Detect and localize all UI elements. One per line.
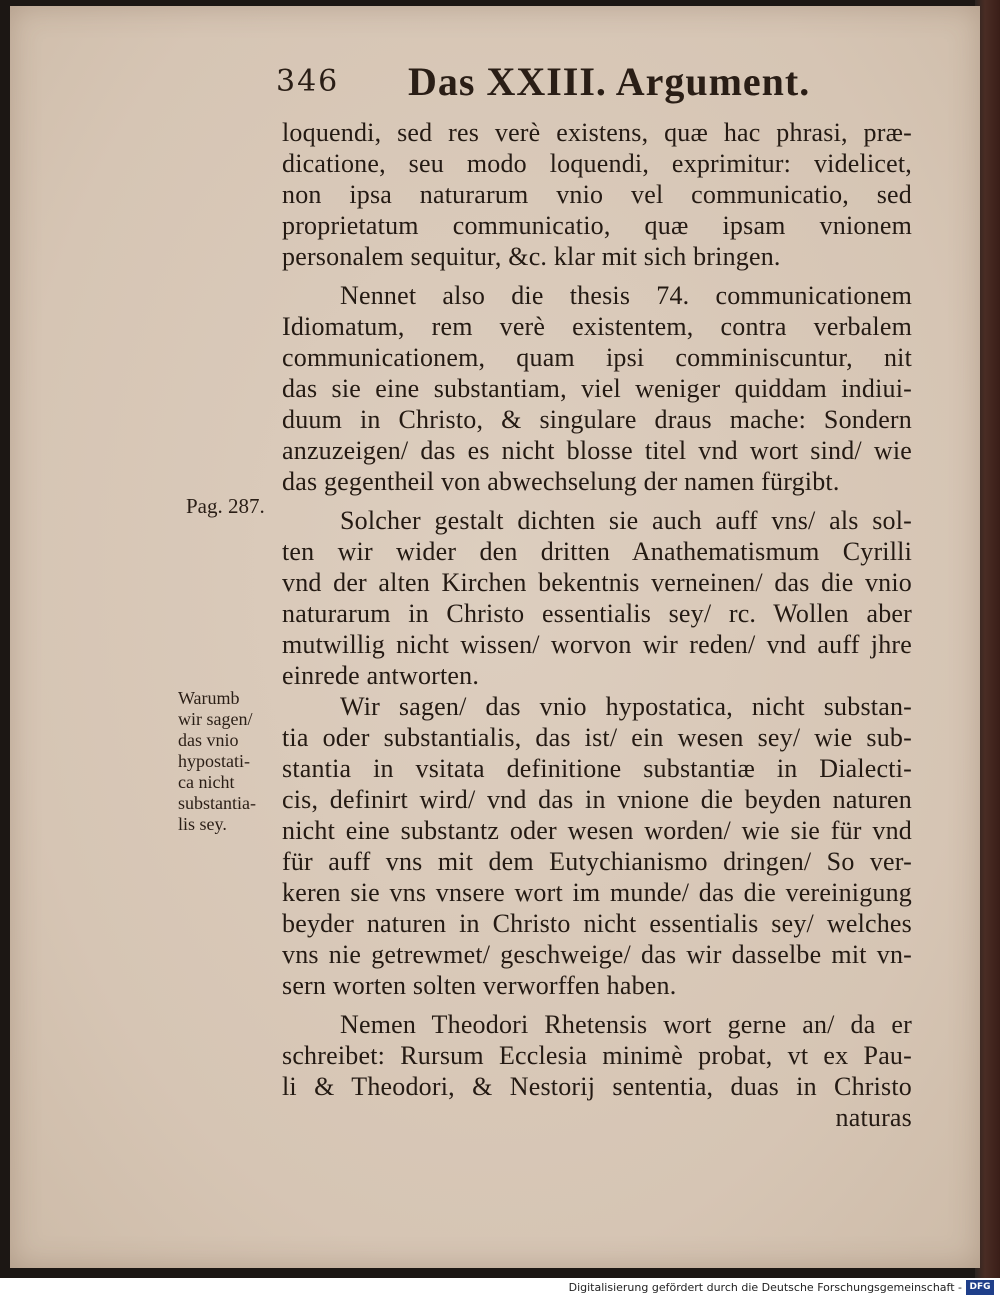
text-line: Solcher gestalt dichten sie auch auff vns/ als sol- [340, 506, 912, 535]
running-head [270, 54, 810, 104]
margin-gloss-line: wir sagen/ [178, 709, 253, 729]
text-line: naturarum in Christo essentialis sey/ rc. Wollen aber [282, 599, 912, 628]
margin-gloss-line: substantia- [178, 793, 256, 813]
text-line: für auff vns mit dem Eutychianismo dringen/ So ver- [282, 847, 912, 876]
text-line: proprietatum communicatio, quæ ipsam vnionem [282, 211, 912, 240]
margin-gloss [178, 688, 256, 835]
footer-credit: Digitalisierung gefördert durch die Deutsche Forschungsgemeinschaft - [568, 1281, 962, 1294]
text-line: vns nie getrewmet/ geschweige/ das wir dasselbe mit vn- [282, 940, 912, 969]
text-line: Nennet also die thesis 74. communicationem [340, 281, 912, 310]
text-line: Idiomatum, rem verè existentem, contra verbalem [282, 312, 912, 341]
text-line: schreibet: Rursum Ecclesia minimè probat, vt ex Pau- [282, 1041, 912, 1070]
margin-gloss-line: Warumb [178, 688, 240, 708]
text-line: Wir sagen/ das vnio hypostatica, nicht substan- [340, 692, 912, 721]
text-line: einrede antworten. [282, 661, 480, 690]
text-line: das sie eine substantiam, viel weniger quiddam indiui- [282, 374, 912, 403]
text-line: das gegentheil von abwechselung der namen fürgibt. [282, 467, 840, 496]
text-line: tia oder substantialis, das ist/ ein wesen sey/ wie sub- [282, 723, 912, 752]
text-line: duum in Christo, & singulare draus mache: Sondern [282, 405, 912, 434]
text-line: dicatione, seu modo loquendi, exprimitur: videlicet, [282, 149, 912, 178]
text-line: nicht eine substantz oder wesen worden/ wie sie für vnd [282, 816, 912, 845]
dfg-logo: DFG [966, 1280, 994, 1295]
margin-gloss-line: lis sey. [178, 814, 227, 834]
text-line: Nemen Theodori Rhetensis wort gerne an/ da er [340, 1010, 912, 1039]
margin-gloss-line: ca nicht [178, 772, 235, 792]
page-number: 346 [276, 64, 340, 99]
page-title: Das XXIII. Argument. [408, 59, 811, 104]
margin-reference: Pag. 287. [186, 494, 265, 518]
text-line: li & Theodori, & Nestorij sententia, duas in Christo [282, 1072, 912, 1101]
text-line: non ipsa naturarum vnio vel communicatio, sed [282, 180, 912, 209]
margin-gloss-line: hypostati- [178, 751, 250, 771]
text-line: anzuzeigen/ das es nicht blosse titel vnd wort sind/ wie [282, 436, 912, 465]
text-line: loquendi, sed res verè existens, quæ hac phrasi, præ- [282, 118, 912, 147]
catchword: naturas [835, 1103, 912, 1132]
text-line: vnd der alten Kirchen bekentnis verneinen/ das die vnio [282, 568, 912, 597]
text-line: mutwillig nicht wissen/ worvon wir reden/ vnd auff jhre [282, 630, 912, 659]
text-line: communicationem, quam ipsi comminiscuntur, nit [282, 343, 912, 372]
text-line: cis, definirt wird/ vnd das in vnione die beyden naturen [282, 785, 912, 814]
text-line: beyder naturen in Christo nicht essentialis sey/ welches [282, 909, 912, 938]
text-line: keren sie vns vnsere wort im munde/ das die vereinigung [282, 878, 912, 907]
margin-gloss-line: das vnio [178, 730, 239, 750]
text-line: stantia in vsitata definitione substantiæ in Dialecti- [282, 754, 912, 783]
text-line: ten wir wider den dritten Anathematismum Cyrilli [282, 537, 912, 566]
text-line: sern worten solten verworffen haben. [282, 971, 677, 1000]
text-line: personalem sequitur, &c. klar mit sich bringen. [282, 242, 781, 271]
footer-bar [0, 1278, 1000, 1298]
